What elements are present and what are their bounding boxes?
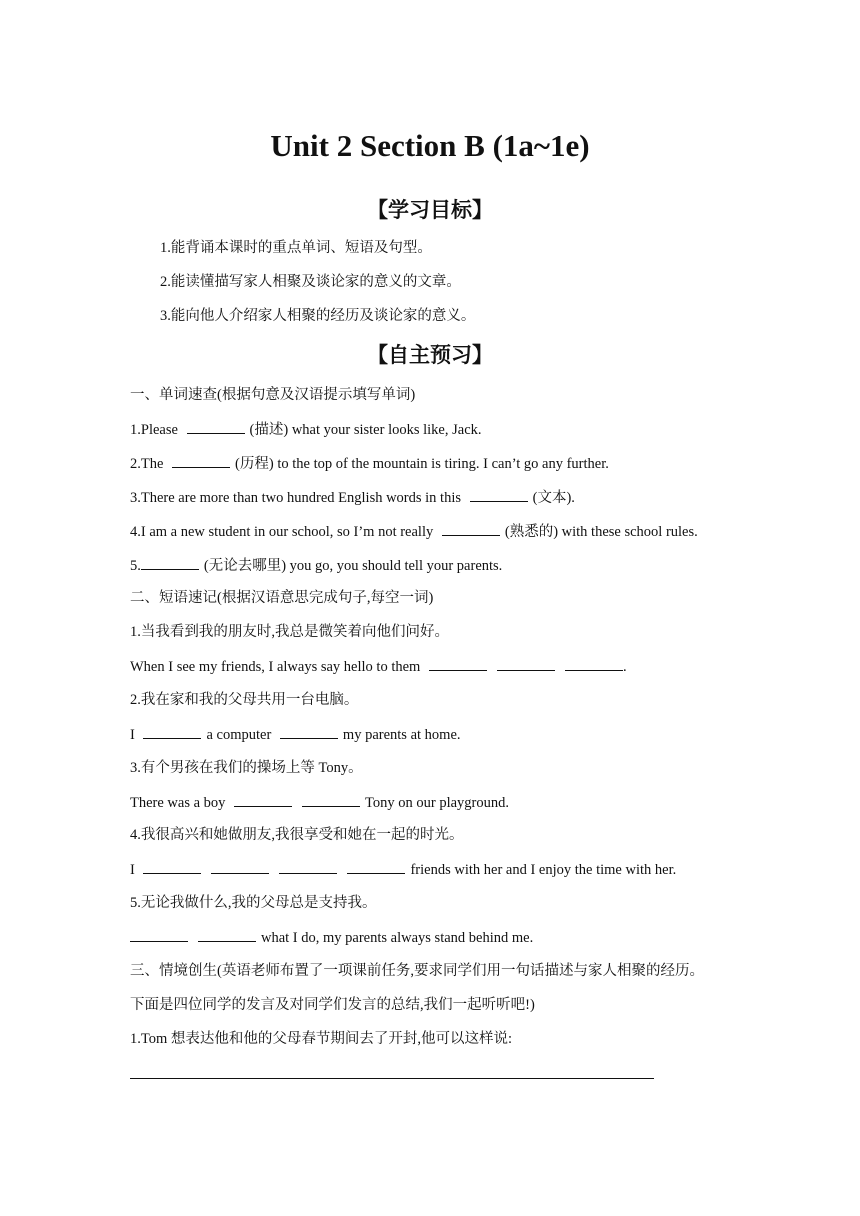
part3-heading-continued: 下面是四位同学的发言及对同学们发言的总结,我们一起听听吧!) [130, 997, 535, 1013]
objective-item: 2.能读懂描写家人相聚及谈论家的意义的文章。 [160, 274, 461, 290]
page-title: Unit 2 Section B (1a~1e) [270, 128, 590, 163]
fill-blank[interactable] [497, 656, 555, 671]
objective-item: 3.能向他人介绍家人相聚的经历及谈论家的意义。 [160, 308, 476, 324]
fill-blank[interactable] [172, 453, 230, 468]
part1-question-5: 5. (无论去哪里) you go, you should tell your parents. [130, 555, 502, 576]
part1-heading: 一、单词速查(根据句意及汉语提示填写单词) [130, 387, 416, 403]
answer-line[interactable] [130, 1078, 654, 1079]
objective-item: 1.能背诵本课时的重点单词、短语及句型。 [160, 240, 432, 256]
part2-question-1: When I see my friends, I always say hello to them . [130, 656, 627, 677]
fill-blank[interactable] [143, 724, 201, 739]
fill-blank[interactable] [141, 555, 199, 570]
fill-blank[interactable] [187, 419, 245, 434]
objectives-heading: 【学习目标】 [367, 198, 493, 222]
part2-question-2: I a computer my parents at home. [130, 724, 461, 745]
part2-question-2-chinese: 2.我在家和我的父母共用一台电脑。 [130, 692, 359, 708]
part2-question-5: what I do, my parents always stand behind me. [130, 927, 533, 948]
part1-question-3: 3.There are more than two hundred English words in this (文本). [130, 487, 575, 508]
fill-blank[interactable] [234, 792, 292, 807]
part2-question-3: There was a boy Tony on our playground. [130, 792, 509, 813]
fill-blank[interactable] [442, 521, 500, 536]
fill-blank[interactable] [347, 859, 405, 874]
fill-blank[interactable] [279, 859, 337, 874]
fill-blank[interactable] [198, 927, 256, 942]
part2-question-1-chinese: 1.当我看到我的朋友时,我总是微笑着向他们问好。 [130, 624, 449, 640]
part2-question-4: I friends with her and I enjoy the time with her. [130, 859, 676, 880]
part3-heading: 三、情境创生(英语老师布置了一项课前任务,要求同学们用一句话描述与家人相聚的经历。 [130, 963, 704, 979]
fill-blank[interactable] [280, 724, 338, 739]
part2-question-4-chinese: 4.我很高兴和她做朋友,我很享受和她在一起的时光。 [130, 827, 464, 843]
fill-blank[interactable] [143, 859, 201, 874]
fill-blank[interactable] [565, 656, 623, 671]
part2-question-5-chinese: 5.无论我做什么,我的父母总是支持我。 [130, 895, 377, 911]
part2-question-3-chinese: 3.有个男孩在我们的操场上等 Tony。 [130, 760, 363, 776]
fill-blank[interactable] [470, 487, 528, 502]
part1-question-2: 2.The (历程) to the top of the mountain is tiring. I can’t go any further. [130, 453, 609, 474]
fill-blank[interactable] [429, 656, 487, 671]
part1-question-1: 1.Please (描述) what your sister looks like, Jack. [130, 419, 482, 440]
part1-question-4: 4.I am a new student in our school, so I’m not really (熟悉的) with these school rules. [130, 521, 698, 542]
part2-heading: 二、短语速记(根据汉语意思完成句子,每空一词) [130, 590, 434, 606]
preview-heading: 【自主预习】 [367, 343, 493, 367]
fill-blank[interactable] [302, 792, 360, 807]
part3-question-1: 1.Tom 想表达他和他的父母春节期间去了开封,他可以这样说: [130, 1031, 513, 1047]
fill-blank[interactable] [211, 859, 269, 874]
fill-blank[interactable] [130, 927, 188, 942]
